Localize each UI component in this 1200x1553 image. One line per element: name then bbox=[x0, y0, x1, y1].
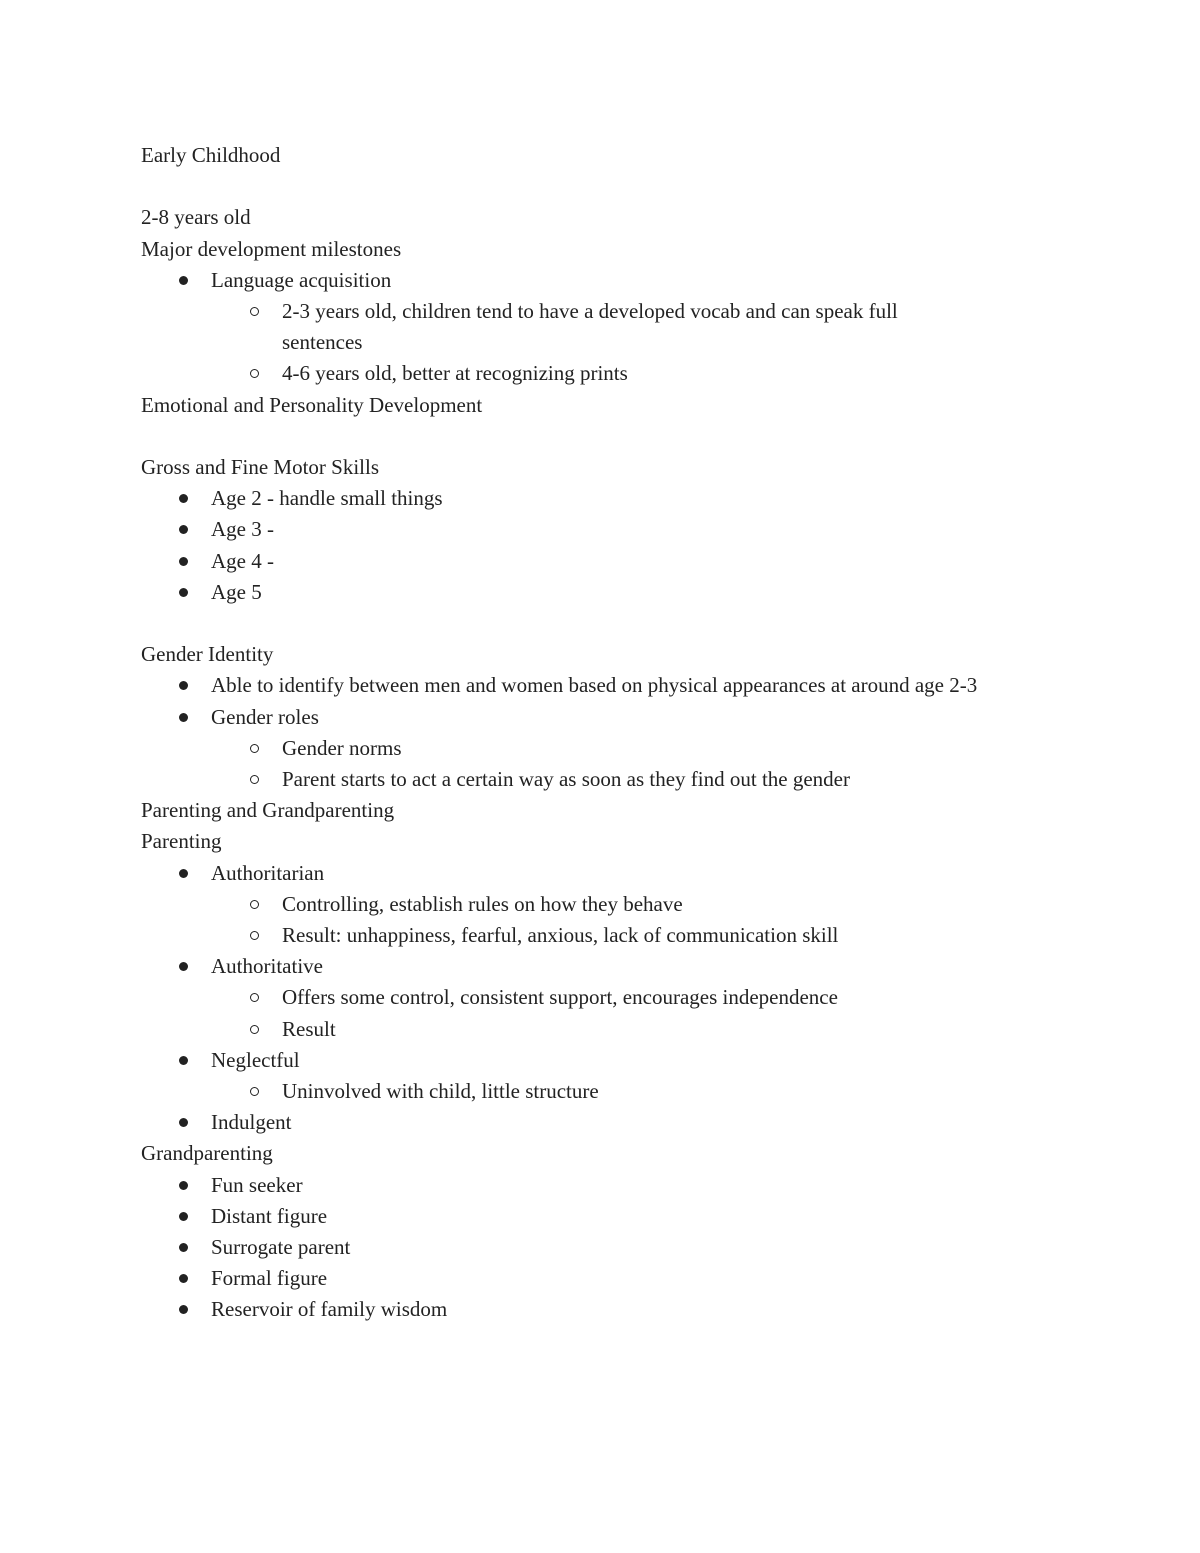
list-item bbox=[141, 858, 1061, 889]
list-item bbox=[141, 546, 1061, 577]
bullet-dot-icon bbox=[179, 1056, 188, 1065]
list-item-label: Indulgent bbox=[211, 1110, 292, 1135]
motor-heading: Gross and Fine Motor Skills bbox=[141, 455, 380, 479]
list-item-label: Able to identify between men and women based on physical appearances at around age 2-3 bbox=[211, 673, 978, 698]
sub-list-item bbox=[141, 764, 1061, 795]
emotional-heading: Emotional and Personality Development bbox=[141, 392, 483, 417]
bullet-circle-icon bbox=[250, 931, 259, 940]
list-item bbox=[141, 1201, 1061, 1232]
bullet-dot-icon bbox=[179, 588, 188, 597]
list-item-label: Age 2 - handle small things bbox=[211, 486, 443, 511]
list-item-label: Language acquisition bbox=[211, 267, 392, 292]
bullet-circle-icon bbox=[250, 307, 259, 316]
bullet-circle-icon bbox=[250, 993, 259, 1002]
list-item bbox=[141, 265, 1061, 296]
bullet-dot-icon bbox=[179, 869, 188, 878]
sub-list-item bbox=[141, 733, 1061, 764]
list-item-label: Reservoir of family wisdom bbox=[211, 1297, 448, 1322]
sub-list-item-label: Result bbox=[282, 1016, 336, 1041]
parenting-list bbox=[141, 858, 1061, 1139]
grandparenting-list bbox=[141, 1170, 1061, 1326]
bullet-dot-icon bbox=[179, 494, 188, 503]
milestones-list bbox=[141, 265, 1061, 390]
list-item bbox=[141, 951, 1061, 982]
list-item bbox=[141, 1045, 1061, 1076]
sub-list-item bbox=[141, 358, 1061, 389]
sub-list-item bbox=[141, 1014, 1061, 1045]
list-item bbox=[141, 1107, 1061, 1138]
list-item bbox=[141, 702, 1061, 733]
sub-list-item-label: Controlling, establish rules on how they behave bbox=[282, 891, 683, 916]
bullet-dot-icon bbox=[179, 1243, 188, 1252]
document-page bbox=[141, 140, 1061, 1326]
list-item-label: Fun seeker bbox=[211, 1172, 303, 1197]
list-item-label: Authoritarian bbox=[211, 860, 325, 885]
list-item-label: Neglectful bbox=[211, 1047, 300, 1072]
list-item bbox=[141, 1294, 1061, 1325]
sub-list-item-label: 4-6 years old, better at recognizing prints bbox=[282, 361, 628, 386]
blank-line bbox=[141, 171, 1061, 202]
sub-list-item-label: 2-3 years old, children tend to have a developed vocab and can speak full sentences bbox=[282, 299, 898, 355]
sub-list-item-label: Gender norms bbox=[282, 735, 402, 760]
bullet-circle-icon bbox=[250, 369, 259, 378]
list-item bbox=[141, 1263, 1061, 1294]
list-item-label: Formal figure bbox=[211, 1266, 328, 1291]
sub-list-item-label: Offers some control, consistent support, encourages independence bbox=[282, 985, 838, 1010]
sub-list-item bbox=[141, 1076, 1061, 1107]
gender-heading: Gender Identity bbox=[141, 642, 274, 667]
document-title: Early Childhood bbox=[141, 143, 281, 167]
bullet-dot-icon bbox=[179, 1212, 188, 1221]
list-item bbox=[141, 1170, 1061, 1201]
list-item bbox=[141, 483, 1061, 514]
sub-list-item bbox=[141, 296, 1061, 358]
list-item-label: Gender roles bbox=[211, 704, 319, 729]
list-item bbox=[141, 670, 1061, 701]
bullet-circle-icon bbox=[250, 900, 259, 909]
sub-list-item bbox=[141, 920, 1061, 951]
list-item bbox=[141, 1232, 1061, 1263]
list-item-label: Age 4 - bbox=[211, 548, 274, 573]
bullet-dot-icon bbox=[179, 713, 188, 722]
sub-list-item bbox=[141, 889, 1061, 920]
list-item-label: Age 5 bbox=[211, 579, 262, 604]
sub-list-item-label: Uninvolved with child, little structure bbox=[282, 1079, 599, 1104]
bullet-dot-icon bbox=[179, 681, 188, 690]
bullet-circle-icon bbox=[250, 775, 259, 784]
list-item-label: Distant figure bbox=[211, 1203, 328, 1228]
sub-list-item-label: Parent starts to act a certain way as soon as they find out the gender bbox=[282, 767, 850, 792]
bullet-circle-icon bbox=[250, 1025, 259, 1034]
list-item-label: Age 3 - bbox=[211, 517, 274, 542]
list-item bbox=[141, 514, 1061, 545]
bullet-dot-icon bbox=[179, 1274, 188, 1283]
bullet-dot-icon bbox=[179, 525, 188, 534]
bullet-dot-icon bbox=[179, 557, 188, 566]
gender-list bbox=[141, 670, 1061, 795]
bullet-dot-icon bbox=[179, 1305, 188, 1314]
motor-list bbox=[141, 483, 1061, 608]
bullet-dot-icon bbox=[179, 962, 188, 971]
list-item-label: Surrogate parent bbox=[211, 1235, 351, 1260]
bullet-dot-icon bbox=[179, 276, 188, 285]
bullet-dot-icon bbox=[179, 1181, 188, 1190]
milestones-heading: Major development milestones bbox=[141, 236, 402, 261]
parenting-grandparenting-heading: Parenting and Grandparenting bbox=[141, 798, 395, 823]
bullet-dot-icon bbox=[179, 1118, 188, 1127]
bullet-circle-icon bbox=[250, 1087, 259, 1096]
parenting-heading: Parenting bbox=[141, 829, 222, 854]
list-item bbox=[141, 577, 1061, 608]
grandparenting-heading: Grandparenting bbox=[141, 1141, 273, 1166]
blank-line bbox=[141, 421, 1061, 452]
list-item-label: Authoritative bbox=[211, 954, 323, 979]
sub-list-item-label: Result: unhappiness, fearful, anxious, lack of communication skill bbox=[282, 923, 839, 948]
bullet-circle-icon bbox=[250, 744, 259, 753]
blank-line bbox=[141, 608, 1061, 639]
age-range: 2-8 years old bbox=[141, 205, 251, 230]
sub-list-item bbox=[141, 982, 1061, 1013]
